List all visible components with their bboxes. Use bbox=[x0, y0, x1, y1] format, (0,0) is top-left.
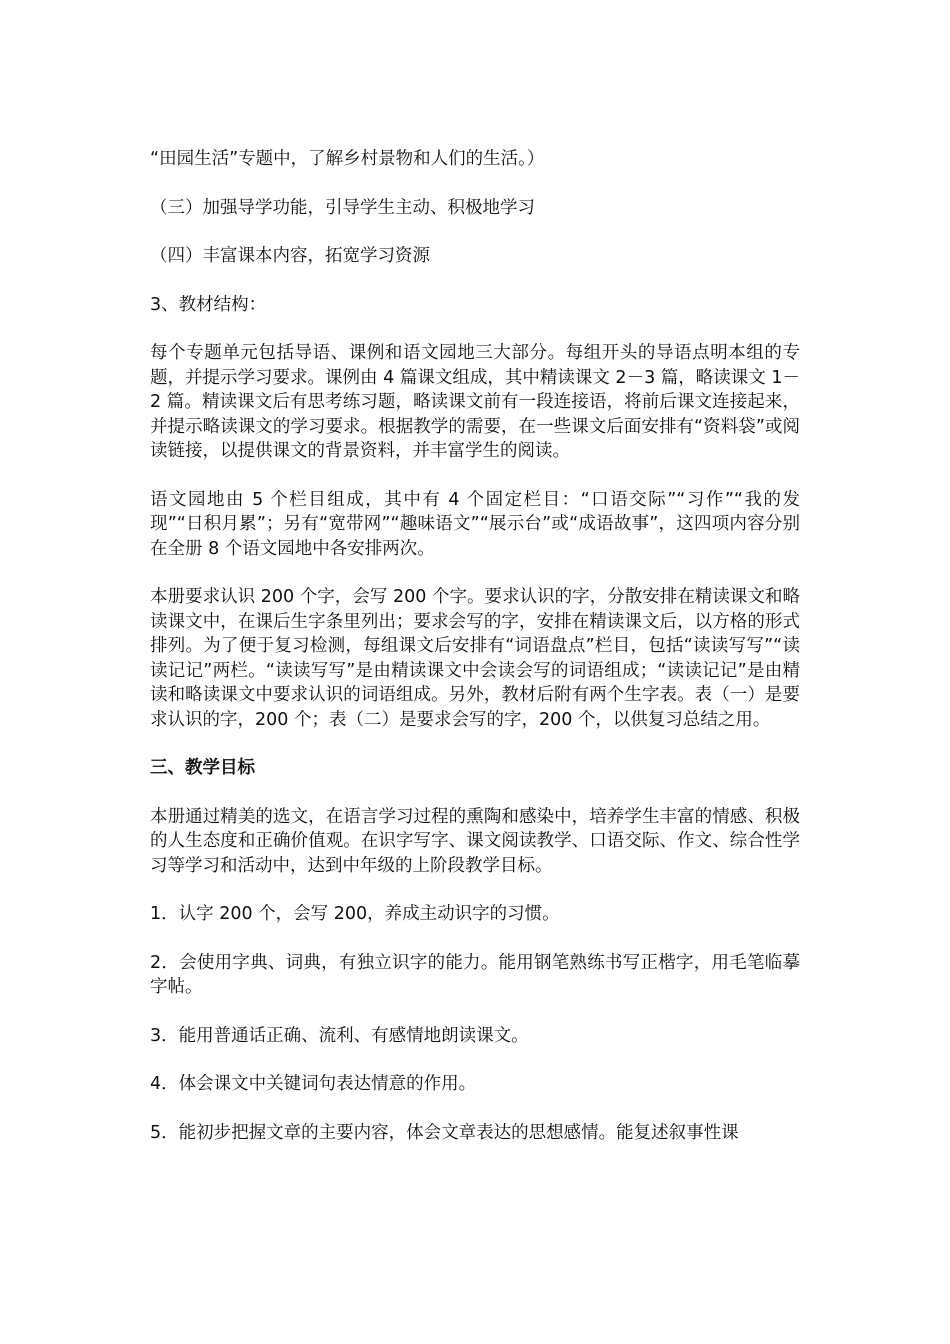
paragraph-point-three: （三）加强导学功能，引导学生主动、积极地学习 bbox=[150, 197, 535, 218]
goal-item-3: 3．能用普通话正确、流利、有感情地朗读课文。 bbox=[150, 1025, 529, 1046]
goal-item-5: 5．能初步把握文章的主要内容，体会文章表达的思想感情。能复述叙事性课 bbox=[150, 1122, 739, 1143]
paragraph-structure-characters: 本册要求认识 200 个字，会写 200 个字。要求认识的字，分散安排在精读课文和略读课文中，在课后生字条里列出；要求会写的字，安排在精读课文后，以方格的形式排列。为了便于复习检测，每组课文后安排有“词语盘点”栏目，包括“读读写写”“读读记记”两栏。“读读写写”是由精读课文中会读会写的词语组成；“读读记记”是由精读和略读课文中要求认识的词语组成。另外，教材后附有两个生字表。表（一）是要求认识的字，200 个；表（二）是要求会写的字，200 个，以供复习总结之用。 bbox=[150, 587, 800, 730]
paragraph-point-four: （四）丰富课本内容，拓宽学习资源 bbox=[150, 246, 430, 266]
section-heading-textbook-structure: 3、教材结构： bbox=[150, 294, 267, 315]
goal-item-2: 2．会使用字典、词典，有独立识字的能力。能用钢笔熟练书写正楷字，用毛笔临摹字帖。 bbox=[150, 952, 800, 997]
paragraph-structure-garden: 语文园地由 5 个栏目组成，其中有 4 个固定栏目：“口语交际”“习作”“我的发现”“日积月累”；另有“宽带网”“趣味语文”“展示台”或“成语故事”，这四项内容分别在全册 8 个语文园地中各安排两次。 bbox=[150, 489, 800, 559]
paragraph-structure-units: 每个专题单元包括导语、课例和语文园地三大部分。每组开头的导语点明本组的专题，并提示学习要求。课例由 4 篇课文组成，其中精读课文 2－3 篇，略读课文 1－2 篇。精读课文后有思考练习题，略读课文前有一段连接语，将前后课文连接起来，并提示略读课文的学习要求。根据教学的需要，在一些课文后面安排有“资料袋”或阅读链接，以提供课文的背景资料，并丰富学生的阅读。 bbox=[150, 343, 800, 461]
paragraph-intro-continuation: “田园生活”专题中，了解乡村景物和人们的生活。） bbox=[150, 149, 545, 169]
paragraph-goals-intro: 本册通过精美的选文，在语言学习过程的熏陶和感染中，培养学生丰富的情感、积极的人生态度和正确价值观。在识字写字、课文阅读教学、口语交际、作文、综合性学习等学习和活动中，达到中年级的上阶段教学目标。 bbox=[150, 806, 800, 876]
document-page bbox=[150, 147, 800, 1169]
section-heading-teaching-goals: 三、教学目标 bbox=[150, 758, 255, 778]
goal-item-1: 1．认字 200 个，会写 200，养成主动识字的习惯。 bbox=[150, 904, 560, 924]
goal-item-4: 4．体会课文中关键词句表达情意的作用。 bbox=[150, 1074, 477, 1094]
